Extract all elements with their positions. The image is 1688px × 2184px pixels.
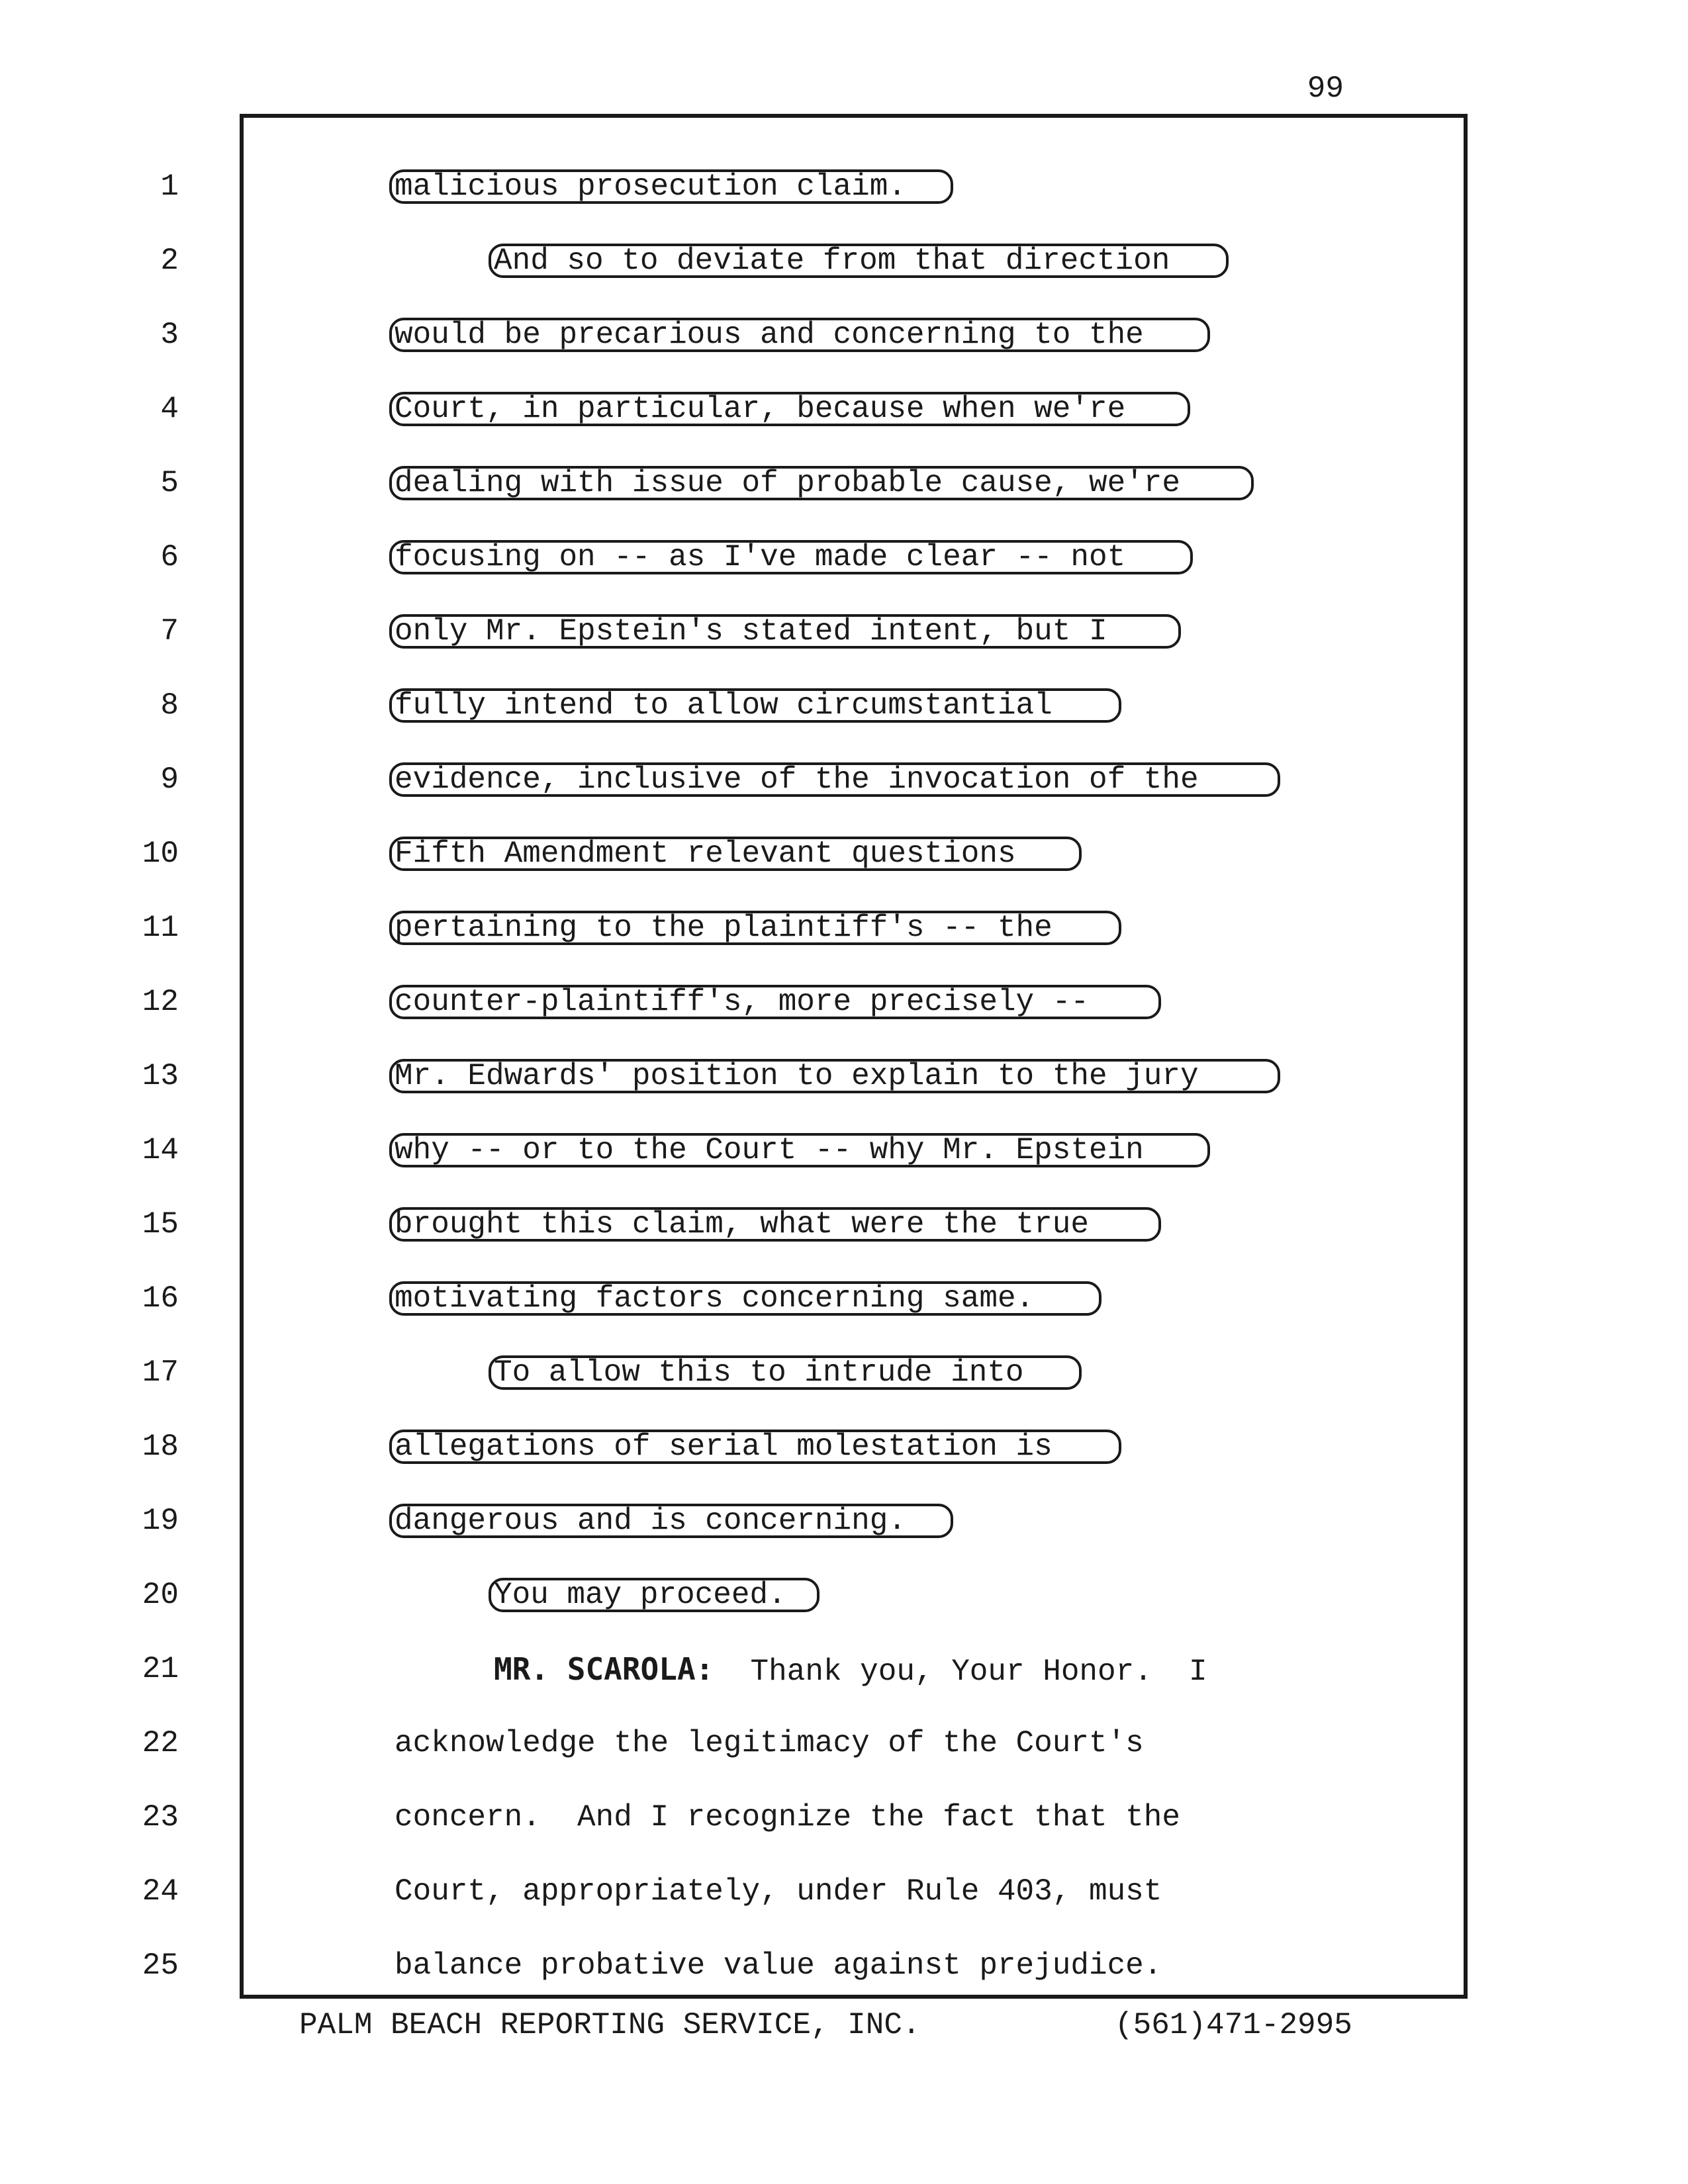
- line-text: balance probative value against prejudice.: [395, 1948, 1162, 1983]
- line-number: 6: [160, 540, 179, 574]
- page-number: 99: [1307, 71, 1344, 106]
- line-text: motivating factors concerning same.: [395, 1281, 1035, 1316]
- line-number: 22: [142, 1726, 179, 1760]
- line-text: To allow this to intrude into: [494, 1355, 1024, 1390]
- line-number: 23: [142, 1800, 179, 1835]
- line-number: 16: [142, 1281, 179, 1316]
- footer-company: PALM BEACH REPORTING SERVICE, INC.: [299, 2008, 921, 2042]
- line-text: fully intend to allow circumstantial: [395, 688, 1053, 723]
- speaker-name: MR. SCAROLA:: [494, 1651, 714, 1687]
- line-number: 25: [142, 1948, 179, 1983]
- line-number: 7: [160, 614, 179, 649]
- line-text: acknowledge the legitimacy of the Court's: [395, 1726, 1144, 1760]
- line-text: only Mr. Epstein's stated intent, but I: [395, 614, 1107, 649]
- line-number: 13: [142, 1059, 179, 1093]
- line-text: And so to deviate from that direction: [494, 244, 1170, 278]
- line-number: 10: [142, 837, 179, 871]
- line-number: 4: [160, 392, 179, 426]
- line-number: 15: [142, 1207, 179, 1242]
- line-text: counter-plaintiff's, more precisely --: [395, 985, 1089, 1019]
- line-number: 21: [142, 1652, 179, 1686]
- line-number: 11: [142, 911, 179, 945]
- line-number: 24: [142, 1874, 179, 1909]
- line-number: 3: [160, 318, 179, 352]
- line-number: 5: [160, 466, 179, 500]
- speaker-line: [494, 1649, 1207, 1689]
- line-text: evidence, inclusive of the invocation of the: [395, 762, 1199, 797]
- line-text: You may proceed.: [494, 1578, 786, 1612]
- line-text: dealing with issue of probable cause, we're: [395, 466, 1180, 500]
- line-text: malicious prosecution claim.: [395, 169, 906, 204]
- line-number: 1: [160, 169, 179, 204]
- line-number: 14: [142, 1133, 179, 1167]
- line-text: Mr. Edwards' position to explain to the jury: [395, 1059, 1199, 1093]
- line-text: concern. And I recognize the fact that the: [395, 1800, 1180, 1835]
- line-text: Court, appropriately, under Rule 403, must: [395, 1874, 1162, 1909]
- line-number: 19: [142, 1504, 179, 1538]
- line-number: 20: [142, 1578, 179, 1612]
- line-number: 2: [160, 244, 179, 278]
- line-text: Thank you, Your Honor. I: [714, 1655, 1207, 1689]
- line-number: 8: [160, 688, 179, 723]
- line-number: 18: [142, 1430, 179, 1464]
- line-text: Court, in particular, because when we're: [395, 392, 1126, 426]
- line-number: 12: [142, 985, 179, 1019]
- line-text: why -- or to the Court -- why Mr. Epstein: [395, 1133, 1144, 1167]
- line-text: brought this claim, what were the true: [395, 1207, 1089, 1242]
- line-text: dangerous and is concerning.: [395, 1504, 906, 1538]
- footer-phone: (561)471-2995: [1115, 2008, 1352, 2042]
- line-text: focusing on -- as I've made clear -- not: [395, 540, 1126, 574]
- line-text: allegations of serial molestation is: [395, 1430, 1053, 1464]
- line-number: 17: [142, 1355, 179, 1390]
- line-text: Fifth Amendment relevant questions: [395, 837, 1016, 871]
- line-text: pertaining to the plaintiff's -- the: [395, 911, 1053, 945]
- line-number: 9: [160, 762, 179, 797]
- line-text: would be precarious and concerning to the: [395, 318, 1144, 352]
